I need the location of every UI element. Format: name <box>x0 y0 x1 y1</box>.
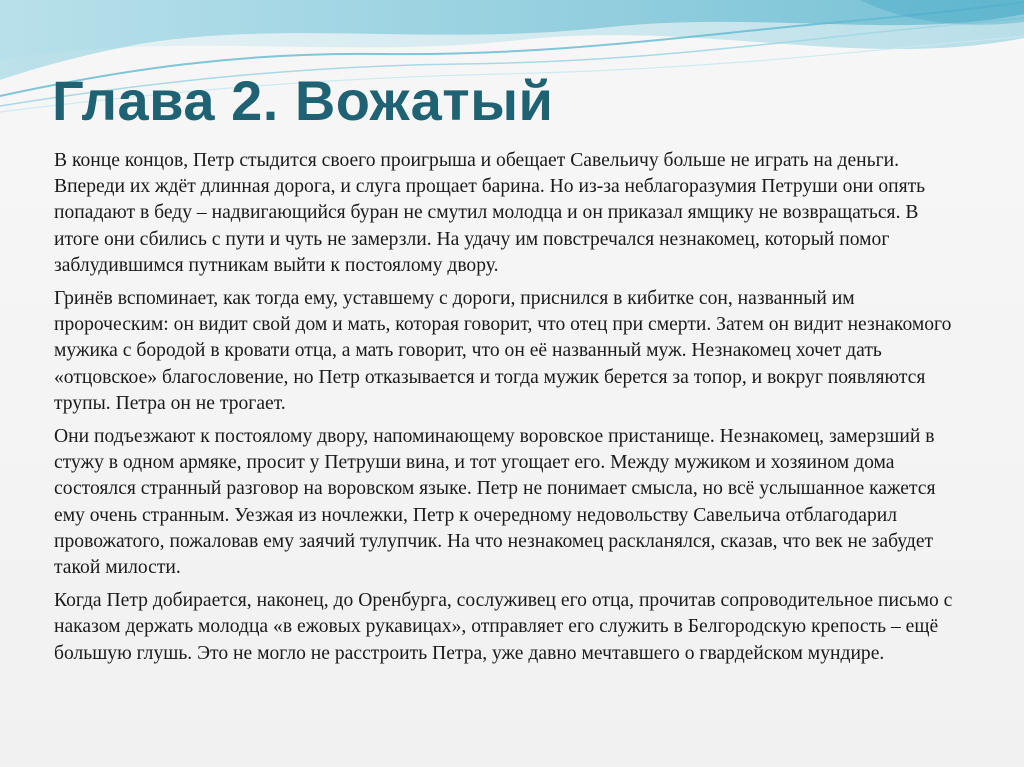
paragraph-1: В конце концов, Петр стыдится своего проигрыша и обещает Савельичу больше не играть на деньги. Впереди их ждёт длинная дорога, и слуга прощает барина. Но из-за неблагоразумия Петруши они опять попадают в беду – надвигающийся буран не смутил молодца и он приказал ямщику не возвращаться. В итоге они сбились с пути и чуть не замерзли. На удачу им повстречался незнакомец, который помог заблудившимся путникам выйти к постоялому двору. <box>54 150 926 276</box>
slide-title: Глава 2. Вожатый <box>52 69 554 132</box>
slide-body <box>54 148 966 674</box>
paragraph-3: Они подъезжают к постоялому двору, напоминающему воровское пристанище. Незнакомец, замерзший в стужу в одном армяке, просит у Петруши вина, и тот угощает его. Между мужиком и хозяином дома состоялся странный разговор на воровском языке. Петр не понимает смысла, но всё услышанное кажется ему очень странным. Уезжая из ночлежки, Петр к очередному недовольству Савельича отблагодарил провожатого, пожаловав ему заячий тулупчик. На что незнакомец раскланялся, сказав, что век не забудет такой милости. <box>54 426 936 579</box>
paragraph-2: Гринёв вспоминает, как тогда ему, уставшему с дороги, приснился в кибитке сон, названный им пророческим: он видит свой дом и мать, которая говорит, что отец при смерти. Затем он видит незнакомого мужика с бородой в кровати отца, а мать говорит, что он её названный муж. Незнакомец хочет дать «отцовское» благословение, но Петр отказывается и тогда мужик берется за топор, и вокруг появляются трупы. Петра он не трогает. <box>54 288 952 414</box>
paragraph-4: Когда Петр добирается, наконец, до Оренбурга, сослуживец его отца, прочитав сопроводительное письмо с наказом держать молодца «в ежовых рукавицах», отправляет его служить в Белгородскую крепость – ещё большую глушь. Это не могло не расстроить Петра, уже давно мечтавшего о гвардейском мундире. <box>54 590 953 664</box>
